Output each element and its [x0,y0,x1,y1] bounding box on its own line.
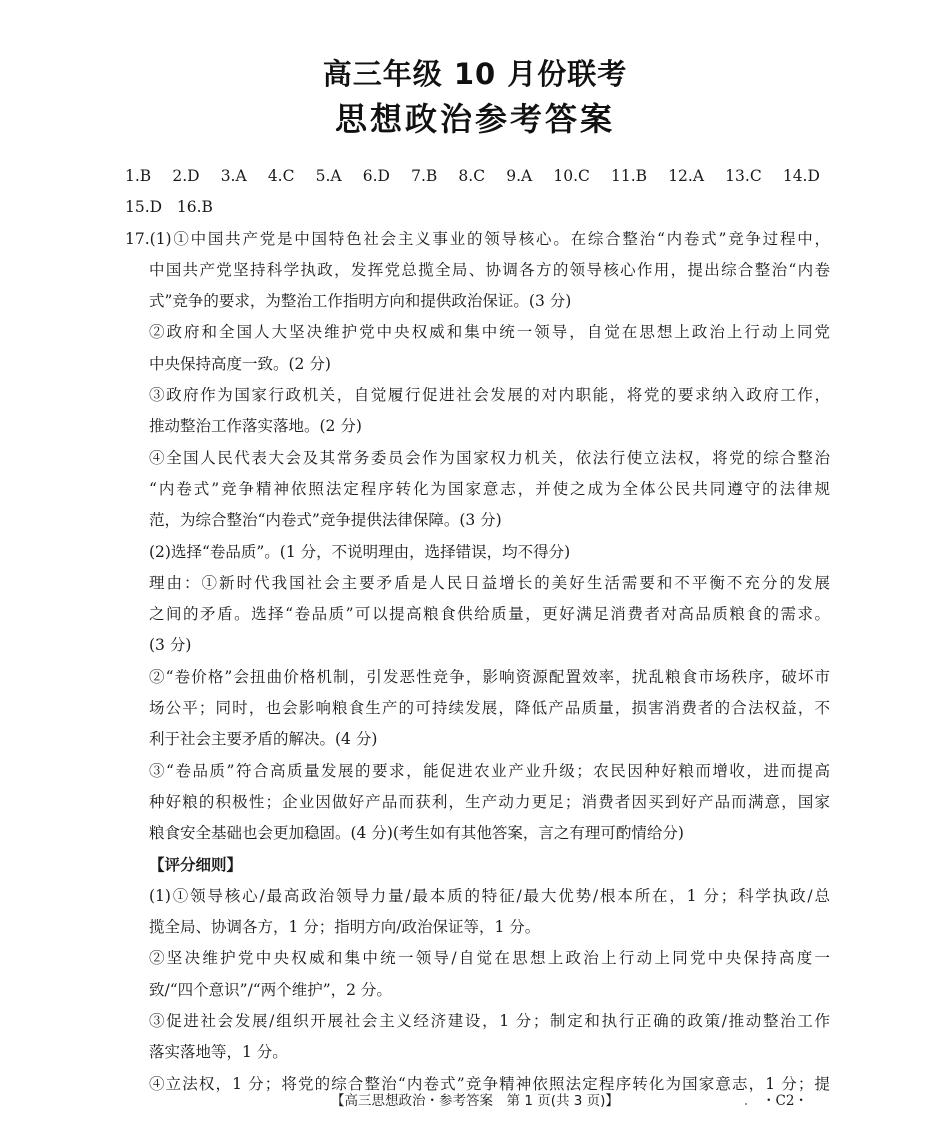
choice-answer: 11.B [611,167,648,185]
q17-line: 中央保持高度一致。(2 分) [149,354,331,373]
choice-answer: 6.D [362,167,390,185]
choice-answer: 5.A [315,167,342,185]
q17-line: 范，为综合整治“内卷式”竞争提供法律保障。(3 分) [149,511,502,530]
choice-answer: 8.C [458,167,486,185]
q17-line: 粮食安全基础也会更加稳固。(4 分)(考生如有其他答案，言之有理可酌情给分) [149,824,684,843]
choice-answer: 4.C [267,167,295,185]
q17-line: 式”竞争的要求，为整治工作指明方向和提供政治保证。(3 分) [149,292,572,311]
answer-body [125,161,830,1100]
q17-line: 中国共产党坚持科学执政，发挥党总揽全局、协调各方的领导核心作用，提出综合整治“内卷 [149,260,830,279]
choice-answer: 9.A [506,167,533,185]
scoring-line: 落实落地等，1 分。 [149,1043,288,1062]
q17-line: ②政府和全国人大坚决维护党中央权威和集中统一领导，自觉在思想上政治上行动上同党 [149,323,830,342]
q17-line: (2)选择“卷品质”。(1 分，不说明理由，选择错误，均不得分) [149,542,571,561]
q17-line: 种好粮的积极性；企业因做好产品而获利，生产动力更足；消费者因买到好产品而满意，国家 [149,792,830,811]
q17-line: (3 分) [149,636,192,655]
choice-answer: 3.A [220,167,247,185]
choice-answer: 13.C [725,167,762,185]
scoring-heading: 【评分细则】 [149,855,243,874]
scoring-line: ③促进社会发展/组织开展社会主义经济建设，1 分；制定和执行正确的政策/推动整治工作 [149,1012,830,1031]
q17-line: 推动整治工作落实落地。(2 分) [149,417,362,436]
scoring-line: (1)①领导核心/最高政治领导力量/最本质的特征/最大优势/根本所在，1 分；科学执政/总 [149,886,830,905]
q17-line: 理由：①新时代我国社会主要矛盾是人民日益增长的美好生活需要和不平衡不充分的发展 [149,573,830,592]
choice-answer: 1.B [125,167,152,185]
scan-speck [745,1103,747,1105]
q17-line: ②“卷价格”会扭曲价格机制，引发恶性竞争，影响资源配置效率，扰乱粮食市场秩序，破坏市 [149,667,830,686]
exam-subtitle: 思想政治参考答案 [334,100,615,138]
scoring-line: ④立法权，1 分；将党的综合整治“内卷式”竞争精神依照法定程序转化为国家意志，1 分；提 [149,1074,830,1093]
q17-line: 利于社会主要矛盾的解决。(4 分) [149,730,378,749]
q17-line: ④全国人民代表大会及其常务委员会作为国家权力机关，依法行使立法权，将党的综合整治 [149,448,830,467]
exam-title: 高三年级 10 月份联考 [322,57,628,91]
choice-answer: 12.A [668,167,705,185]
page-footer: 【高三思想政治・参考答案 第 1 页(共 3 页)】 [331,1093,619,1109]
scoring-line: 揽全局、协调各方，1 分；指明方向/政治保证等，1 分。 [149,918,541,937]
choice-answer: 16.B [176,198,213,217]
q17-line: 之间的矛盾。选择“卷品质”可以提高粮食供给质量，更好满足消费者对高品质粮食的需求。 [149,605,830,624]
q17-line: 17.(1)①中国共产党是中国特色社会主义事业的领导核心。在综合整治“内卷式”竞争过程中， [125,229,830,248]
q17-line: 场公平；同时，也会影响粮食生产的可持续发展，降低产品质量，损害消费者的合法权益，不 [149,699,830,718]
choice-answer: 15.D [125,198,163,217]
choice-answers-row-2 [125,192,830,223]
choice-answer: 10.C [553,167,590,185]
choice-answer: 2.D [172,167,200,185]
choice-answer: 7.B [411,167,438,185]
q17-line: ③政府作为国家行政机关，自觉履行促进社会发展的对内职能，将党的要求纳入政府工作， [149,386,830,405]
q17-line: “内卷式”竞争精神依照法定程序转化为国家意志，并使之成为全体公民共同遵守的法律规 [149,479,830,498]
scoring-line: 致/“四个意识”/“两个维护”，2 分。 [149,980,392,999]
paper-code: ・C2・ [762,1093,808,1109]
choice-answers-row-1 [125,161,830,192]
choice-answer: 14.D [782,167,820,185]
q17-line: ③“卷品质”符合高质量发展的要求，能促进农业产业升级；农民因种好粮而增收，进而提高 [149,761,830,780]
scoring-line: ②坚决维护党中央权威和集中统一领导/自觉在思想上政治上行动上同党中央保持高度一 [149,949,830,968]
